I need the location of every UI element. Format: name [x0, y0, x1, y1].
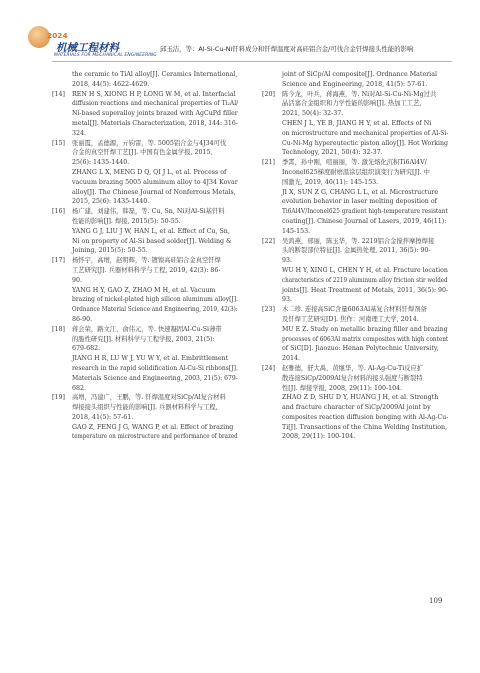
reference-line: 2018, 41(5): 57-61.	[72, 413, 134, 421]
reference-number: [24]	[262, 364, 275, 372]
journal-title-cn: 机械工程材料	[56, 42, 119, 54]
reference-line: YANG G J, LIU J W, HAN L, et al. Effect of Cu, Sn,	[72, 227, 230, 235]
reference-line: 国激光, 2019, 46(11): 145-153.	[282, 178, 379, 186]
reference-line: joints[J]. Heat Treatment of Metals, 2011, 36(5): 90-	[282, 286, 449, 294]
reference-line: 赵雅德，舒大禹，黄继华，等. Al-Ag-Cu-Ti反应扩	[282, 364, 424, 372]
reference-line: 木二珍. 连接高SiC含量6063Al基复合材料钎焊剂备	[282, 306, 427, 314]
reference-line: 性[J]. 焊接学报, 2008, 29(11): 100-104.	[282, 384, 403, 392]
reference-line: Ti6Al4V/Inconel625 gradient high-temperature resistant	[282, 208, 448, 216]
reference-entry	[262, 158, 448, 236]
reference-line: on microstructure and mechanical properties of Al-Si-	[282, 129, 449, 137]
reference-line: 25(6): 1435-1440.	[72, 159, 130, 167]
reference-line: 的脆性研究[J]. 材料科学与工程学报, 2003, 21(5):	[72, 335, 215, 343]
reference-line: Inconel625梯度耐磨温涂层组织演变行为研究[J]. 中	[282, 168, 430, 176]
reference-line: 145-153.	[282, 227, 311, 235]
reference-entry	[52, 256, 238, 325]
reference-entry	[52, 393, 238, 442]
reference-line: evolution behavior in laser melting deposition of	[282, 198, 437, 206]
reference-line: Cu-Ni-Mg hypereutectic piston alloy[J]. Hot Working	[282, 139, 448, 147]
reference-line: Science and Engineering, 2018, 41(5): 57-61.	[282, 80, 428, 88]
reference-line: of SiC[D]. Jiaozuo: Henan Polytechnic University,	[282, 345, 439, 353]
reference-line: joint of SiCp/Al composite[J]. Ordnance Material	[282, 71, 437, 78]
reference-line: JI X, SUN Z G, CHANG L L, et al. Microstructure	[282, 188, 439, 196]
reference-line: 2021, 50(4): 32-37.	[282, 110, 344, 118]
reference-line: 高增，冯建广，王鹏，等. 钎焊温度对SiCp/Al复合材料	[72, 394, 226, 402]
reference-line: 蒋会荣，路文江，俞伟元，等. 快速凝固Al-Cu-Si薄带	[72, 325, 222, 333]
reference-line: 性能的影响[J]. 焊接, 2015(5): 50-55.	[72, 217, 181, 225]
reference-line: 吴鸿燕，邢丽，陈玉华，等. 2219铝合金搅拌摩擦焊接	[282, 237, 435, 245]
reference-line: processes of 6063Al matrix composites with high content	[282, 335, 449, 343]
reference-line: 头的断裂部位特征[J]. 金属热处理, 2011, 36(5): 90-	[282, 247, 431, 255]
reference-line: 324.	[72, 129, 87, 137]
reference-entry	[262, 70, 448, 90]
reference-line: 2018, 44(5): 4622-4629.	[72, 80, 150, 88]
reference-line: 90.	[72, 276, 83, 284]
reference-number: [19]	[52, 394, 65, 402]
reference-line: 2014.	[282, 355, 301, 363]
reference-line: REN H S, XIONG H P, LONG W M, et al. Interfacial	[72, 90, 236, 98]
reference-line: diffusion reactions and mechanical properties of Ti₂Al/	[72, 100, 239, 108]
reference-line: YANG H Y, GAO Z, ZHAO M H, et al. Vacuum	[72, 286, 216, 294]
reference-line: Technology, 2021, 50(4): 32-37.	[282, 149, 383, 157]
reference-line: Materials Science and Engineering, 2003, 21(5): 679-	[72, 374, 238, 382]
reference-line: 及钎焊工艺研究[D]. 焦作：河南理工大学, 2014.	[282, 315, 419, 323]
reference-line: 2008, 29(11): 100-104.	[282, 433, 356, 441]
reference-line: research in the rapid solidification Al-Cu-Si ribbons[J].	[72, 364, 238, 372]
reference-entry	[52, 207, 238, 256]
reference-line: coating[J]. Chinese Journal of Lasers, 2019, 46(11):	[282, 217, 447, 225]
reference-line: 杨广建，刘建伟，韩磊，等. Cu, Sn, Ni对Al-Si基钎料	[72, 208, 225, 216]
reference-line: 焊接接头组织与性能的影响[J]. 兵器材料科学与工程,	[72, 404, 218, 412]
reference-entry	[262, 305, 448, 364]
reference-number: [23]	[262, 306, 275, 314]
reference-line: 679-682.	[72, 345, 101, 353]
reference-line: ZHAO Z D, SHU D Y, HUANG J H, et al. Strength	[282, 394, 439, 402]
reference-line: Ni on property of Al-Si based solder[J]. Welding &	[72, 237, 232, 245]
reference-line: Ti[J]. Transactions of the China Welding Institution,	[282, 423, 448, 431]
reference-line: 季霄，孙中刚，喧丽丽，等. 激光熔化沉积Ti6Al4V/	[282, 159, 427, 167]
year-badge: 2024	[47, 31, 68, 40]
reference-line: JIANG H R, LU W J, YU W Y, et al. Embrittlement	[72, 355, 229, 363]
reference-number: [22]	[262, 237, 275, 245]
running-head: 邱玉洁，等：Al-Si-Cu-Ni钎料成分和钎焊温度对高硅铝合金/可伐合金钎焊接头性能的影响	[160, 45, 414, 53]
reference-line: 张丽霞，孟德源，亓钧雷，等. 5005铝合金与4J34可伐	[72, 139, 227, 147]
reference-entry	[52, 139, 238, 208]
reference-line: MU E Z. Study on metallic brazing filler and brazing	[282, 325, 448, 333]
reference-line: 93.	[282, 257, 293, 265]
reference-line: Ordnance Material Science and Engineering, 2019, 42(3):	[72, 306, 238, 314]
reference-column-right	[262, 70, 448, 442]
reference-line: WU H Y, XING L, CHEN Y H, et al. Fracture location	[282, 266, 448, 274]
reference-line: characteristics of 2219 aluminum alloy friction stir welded	[282, 276, 448, 284]
reference-line: composites reaction diffusion bonging with Al-Ag-Cu-	[282, 413, 449, 421]
reference-entry	[262, 237, 448, 306]
reference-line: 晶活塞合金组织和力学性能的影响[J]. 热加工工艺,	[282, 100, 422, 108]
page-number: 109	[429, 597, 443, 605]
reference-line: ZHANG L X, MENG D Q, QI J L, et al. Process of	[72, 168, 227, 176]
reference-line: GAO Z, FENG J G, WANG P, et al. Effect of brazing	[72, 423, 234, 431]
reference-line: 93.	[282, 296, 293, 304]
reference-line: the ceramic to TiAl alloy[J]. Ceramics International,	[72, 71, 238, 78]
reference-number: [20]	[262, 90, 275, 98]
reference-number: [18]	[52, 325, 65, 333]
journal-header	[0, 0, 480, 58]
reference-line: 工艺研究[J]. 兵器材料科学与工程, 2019, 42(3): 86-	[72, 266, 221, 274]
reference-line: 散连接SiCp/2009Al复合材料的接头强度与断裂特	[282, 374, 423, 382]
reference-number: [15]	[52, 139, 65, 147]
reference-line: 杨怀宇，高增，赵明辉，等. 镀镍高硅铝合金真空钎焊	[72, 257, 221, 265]
reference-line: CHEN J L, YE B, JIANG H Y, et al. Effects of Ni	[282, 119, 432, 127]
reference-line: alloy[J]. The Chinese Journal of Nonferrous Metals,	[72, 188, 236, 196]
reference-line: temperature on microstructure and performance of brazed	[72, 433, 238, 441]
reference-entry	[52, 70, 238, 90]
reference-number: [16]	[52, 208, 65, 216]
reference-line: 2015, 25(6): 1435-1440.	[72, 198, 150, 206]
reference-line: 陈今龙，叶兵，蒋海燕，等. Ni对Al-Si-Cu-Ni-Mg过共	[282, 90, 437, 98]
reference-number: [21]	[262, 159, 275, 167]
reference-line: Joining, 2015(5): 50-55.	[72, 247, 148, 255]
reference-column-left	[52, 70, 238, 442]
reference-line: Ni-based superalloy joints brazed with AgCuPd filler	[72, 110, 238, 118]
reference-line: 86-90.	[72, 315, 93, 323]
reference-entry	[262, 90, 448, 159]
reference-line: vacuum brazing 5005 aluminum alloy to 4J34 Kovar	[72, 178, 238, 186]
reference-entry	[52, 325, 238, 394]
journal-title-en: MATERIALS FOR MECHANICAL ENGINEERING	[54, 53, 157, 58]
header-rule	[52, 61, 452, 62]
reference-number: [14]	[52, 90, 65, 98]
reference-entry	[52, 90, 238, 139]
reference-line: 682.	[72, 384, 87, 392]
reference-number: [17]	[52, 257, 65, 265]
reference-entry	[262, 364, 448, 442]
reference-line: 合金的真空钎焊工艺[J]. 中国有色金属学报, 2015,	[72, 149, 213, 157]
reference-line: brazing of nickel-plated high silicon aluminum alloy[J].	[72, 296, 239, 304]
reference-line: and fracture character of SiCp/2009Al joint by	[282, 404, 431, 412]
reference-line: metal[J]. Materials Characterization, 2018, 144: 316-	[72, 119, 238, 127]
